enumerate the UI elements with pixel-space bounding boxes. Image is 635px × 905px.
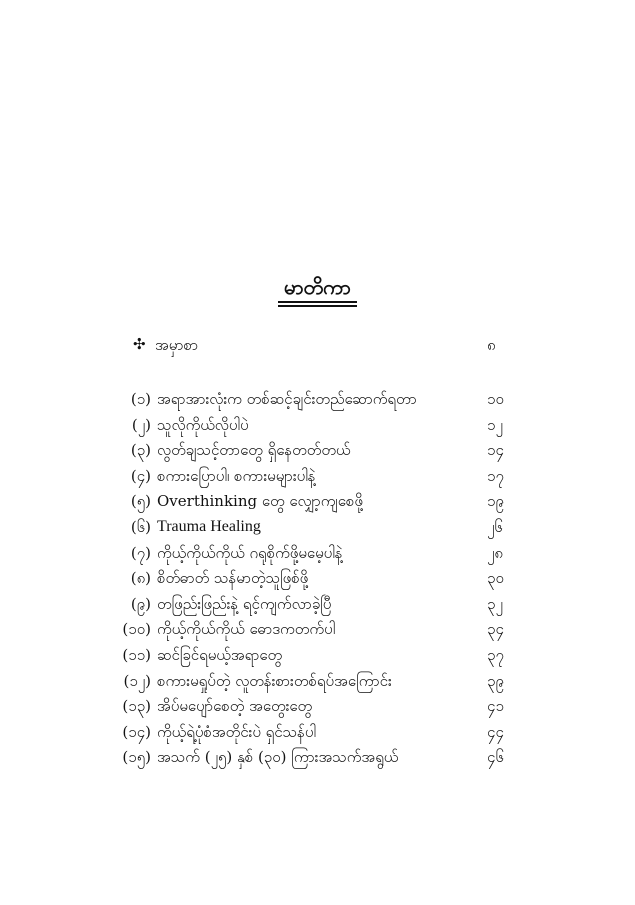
page-title: မာတိကာ	[278, 276, 357, 303]
toc-entry-label: Overthinking တွေ လျှော့ကျစေဖို့	[157, 492, 363, 511]
toc-entry-7	[113, 542, 523, 568]
toc-intro-page: ၈	[487, 336, 496, 354]
toc-entry-page: ၁၀	[487, 390, 504, 408]
toc-title-wrap	[0, 276, 635, 303]
toc-entry-page: ၁၉	[487, 492, 504, 511]
toc-entry-page: ၃၂	[487, 594, 503, 613]
toc-entry-label: အသက် (၂၅) နှစ် (၃၀) ကြားအသက်အရွယ်	[157, 748, 399, 767]
toc-entry-page: ၂၆	[487, 517, 503, 536]
toc-entry-label: ဆင်ခြင်ရမယ့်အရာတွေ	[157, 645, 283, 664]
toc-list	[113, 388, 523, 772]
toc-entry-label: အိပ်မပျော်စေတဲ့ အတွေးတွေ	[157, 697, 313, 716]
toc-entry-number: (၁၂)	[123, 671, 151, 690]
toc-intro-label: အမှာစာ	[155, 336, 199, 354]
toc-entry-label: အရာအားလုံးက တစ်ဆင့်ချင်းတည်ဆောက်ရတာ	[157, 390, 417, 408]
toc-entry-page: ၃၄	[487, 620, 504, 639]
toc-entry-3	[113, 439, 523, 465]
toc-entry-page: ၄၁	[487, 697, 504, 716]
toc-entry-number: (၁)	[130, 390, 151, 408]
toc-entry-number: (၁၄)	[122, 722, 151, 741]
toc-entry-page: ၃၀	[487, 569, 504, 588]
toc-entry-5	[113, 490, 523, 516]
toc-entry-number: (၈)	[130, 569, 151, 588]
toc-intro-entry	[133, 334, 523, 358]
toc-entry-label: သူလိုကိုယ်လိုပါပဲ	[157, 415, 249, 434]
toc-entry-4	[113, 465, 523, 491]
toc-entry-number: (၅)	[130, 492, 151, 511]
toc-entry-1	[113, 388, 523, 414]
toc-entry-15	[113, 746, 523, 772]
toc-entry-9	[113, 593, 523, 619]
toc-entry-page: ၃၇	[487, 645, 504, 664]
toc-entry-number: (၃)	[130, 441, 151, 460]
toc-entry-page: ၂၈	[487, 543, 503, 562]
toc-entry-14	[113, 721, 523, 747]
toc-entry-page: ၁၄	[487, 441, 504, 460]
toc-entry-13	[113, 695, 523, 721]
toc-entry-page: ၃၉	[487, 671, 504, 690]
toc-entry-number: (၂)	[131, 415, 151, 434]
toc-entry-label: စိတ်ဓာတ် သန်မာတဲ့သူဖြစ်ဖို့	[157, 569, 309, 588]
toc-entry-number: (၁၃)	[122, 697, 151, 716]
toc-entry-page: ၄၄	[487, 722, 504, 741]
toc-entry-label: Trauma Healing	[157, 517, 261, 535]
toc-entry-number: (၁၀)	[122, 620, 151, 639]
toc-entry-page: ၄၆	[487, 748, 504, 767]
toc-entry-label: စကားမရှုပ်တဲ့ လူတန်းစားတစ်ရပ်အကြောင်း	[157, 671, 392, 690]
toc-entry-number: (၄)	[130, 466, 151, 485]
toc-entry-number: (၁၁)	[122, 645, 151, 664]
toc-entry-6	[113, 516, 523, 542]
toc-entry-2	[113, 414, 523, 440]
toc-entry-label: လွတ်ချသင့်တာတွေ ရှိနေတတ်တယ်	[157, 441, 351, 460]
toc-entry-label: ကိုယ့်ကိုယ်ကိုယ် ဓောဒကတက်ပါ	[157, 620, 336, 639]
toc-entry-page: ၁၇	[487, 466, 504, 485]
toc-entry-11	[113, 644, 523, 670]
toc-entry-10	[113, 618, 523, 644]
toc-entry-label: ကိုယ့်ကိုယ်ကိုယ် ဂရုစိုက်ဖို့မမေ့ပါနဲ့	[157, 543, 343, 562]
toc-entry-number: (၇)	[130, 543, 151, 562]
toc-entry-label: တဖြည်းဖြည်းနဲ့ ရင့်ကျက်လာခဲ့ပြီ	[157, 594, 332, 613]
toc-entry-8	[113, 567, 523, 593]
toc-entry-number: (၉)	[130, 594, 151, 613]
toc-entry-label: ကိုယ့်ရဲ့ပုံစံအတိုင်းပဲ ရှင်သန်ပါ	[157, 722, 317, 741]
toc-entry-number: (၆)	[130, 517, 151, 536]
toc-entry-number: (၁၅)	[122, 748, 151, 767]
toc-entry-12	[113, 670, 523, 696]
toc-entry-page: ၁၂	[487, 415, 503, 434]
toc-entry-label: စကားပြောပါ၊ စကားမများပါနဲ့	[157, 466, 316, 485]
ornament-bullet-icon: ✣	[133, 335, 146, 353]
